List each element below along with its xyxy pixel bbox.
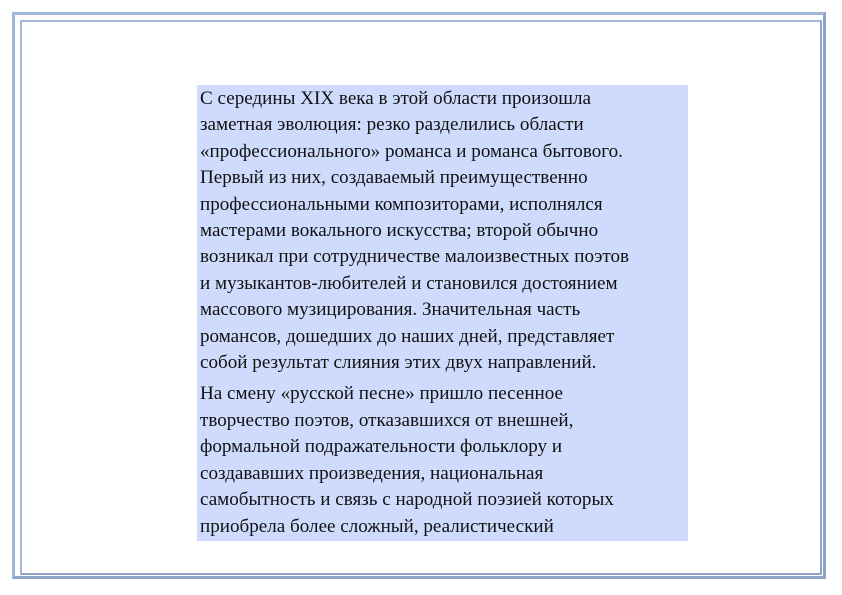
text-box bbox=[197, 85, 688, 541]
paragraph-2: На смену «русской песне» пришло песенное творчество поэтов, отказавшихся от внешней, формальной подражательности фольклору и создававших произведения, национальная самобытность и связь с народной поэзией которых приобрела более сложный, реалистический bbox=[200, 383, 614, 537]
paragraph-1: С середины XIX века в этой области произошла заметная эволюция: резко разделились области «профессионального» романса и романса бытового. Первый из них, создаваемый преимущественно профессиональными композиторами, исполнялся мастерами вокального искусства; второй обычно возникал при сотрудничестве малоизвестных поэтов и музыкантов-любителей и становился достоянием массового музицирования. Значительная часть романсов, дошедших до наших дней, представляет собой результат слияния этих двух направлений. bbox=[200, 88, 630, 374]
